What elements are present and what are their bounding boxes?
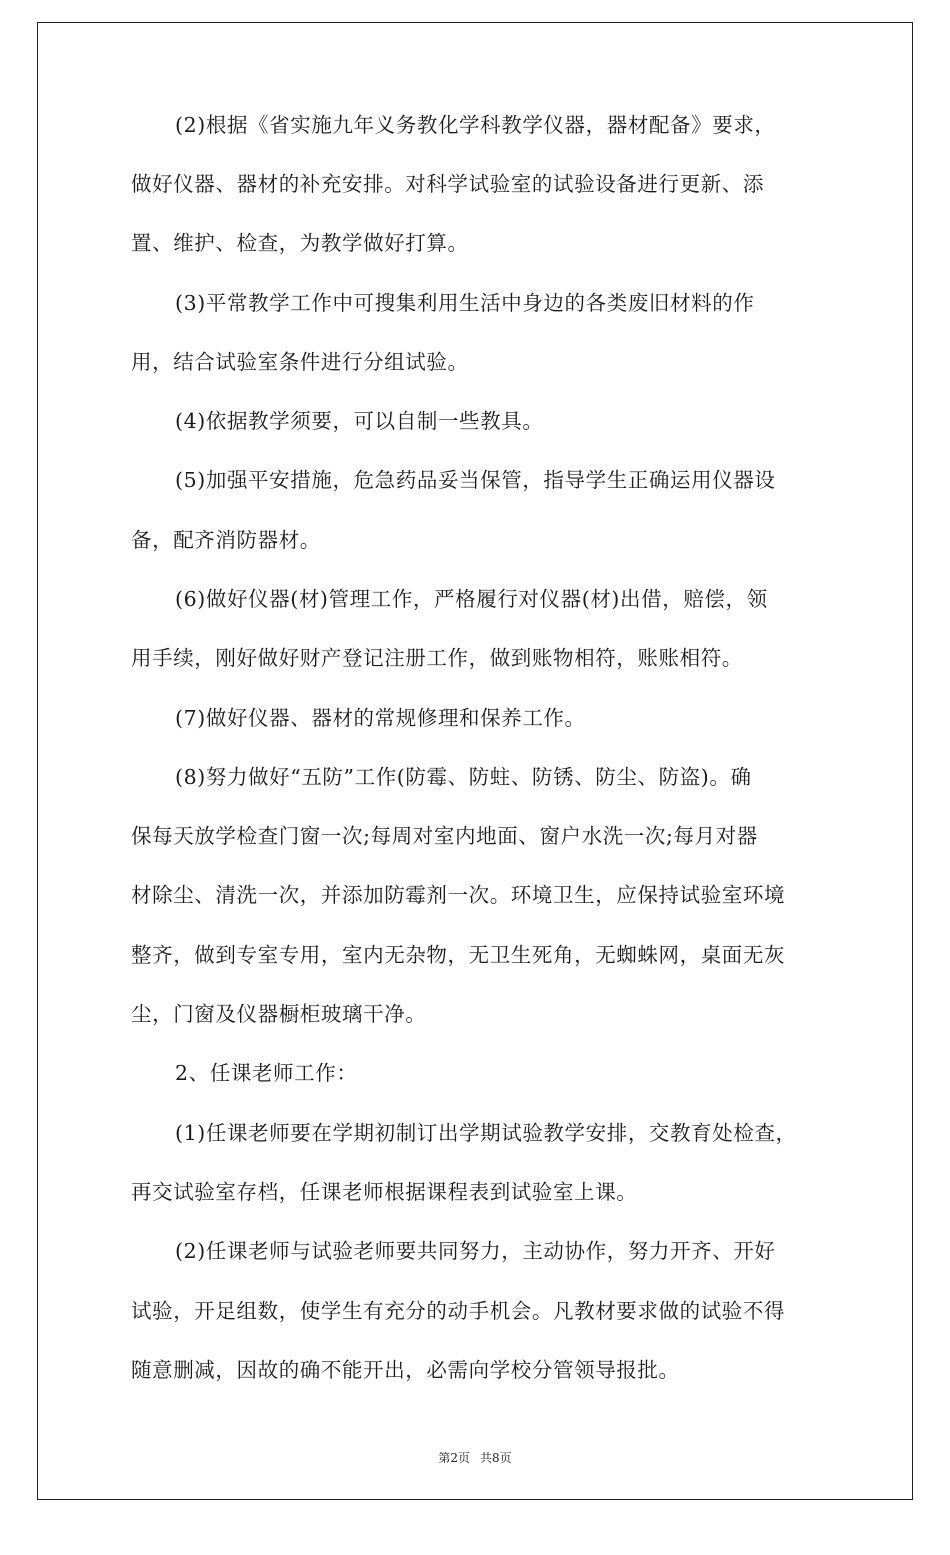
text-line: (5)加强平安措施，危急药品妥当保管，指导学生正确运用仪器设 bbox=[175, 468, 776, 492]
text-line: (2)根据《省实施九年义务教化学科教学仪器，器材配备》要求， bbox=[175, 113, 776, 137]
text-line: 用，结合试验室条件进行分组试验。 bbox=[131, 350, 469, 374]
text-line: 保每天放学检查门窗一次;每周对室内地面、窗户水洗一次;每月对器 bbox=[131, 824, 758, 848]
page-number: 第2页 bbox=[438, 1451, 470, 1465]
text-line: (3)平常教学工作中可搜集利用生活中身边的各类废旧材料的作 bbox=[175, 291, 755, 315]
page-footer bbox=[0, 1449, 950, 1466]
page-total: 共8页 bbox=[480, 1451, 512, 1465]
section-heading: 2、任课老师工作： bbox=[175, 1061, 358, 1085]
text-line: 试验，开足组数，使学生有充分的动手机会。凡教材要求做的试验不得 bbox=[131, 1299, 786, 1323]
text-line: 备，配齐消防器材。 bbox=[131, 528, 321, 552]
text-line: (8)努力做好“五防”工作(防霉、防蛀、防锈、防尘、防盗)。确 bbox=[175, 765, 752, 789]
text-line: (7)做好仪器、器材的常规修理和保养工作。 bbox=[175, 706, 586, 730]
text-line: (6)做好仪器(材)管理工作，严格履行对仪器(材)出借，赔偿，领 bbox=[175, 587, 768, 611]
text-line: (4)依据教学须要，可以自制一些教具。 bbox=[175, 409, 544, 433]
text-line: 随意删减，因故的确不能开出，必需向学校分管领导报批。 bbox=[131, 1358, 680, 1382]
text-line: 尘，门窗及仪器橱柜玻璃干净。 bbox=[131, 1002, 427, 1026]
text-line: 整齐，做到专室专用，室内无杂物，无卫生死角，无蜘蛛网，桌面无灰 bbox=[131, 943, 786, 967]
text-line: (1)任课老师要在学期初制订出学期试验教学安排，交教育处检查， bbox=[175, 1121, 797, 1145]
text-line: 用手续，刚好做好财产登记注册工作，做到账物相符，账账相符。 bbox=[131, 646, 743, 670]
text-line: 做好仪器、器材的补充安排。对科学试验室的试验设备进行更新、添 bbox=[131, 172, 764, 196]
text-line: 再交试验室存档，任课老师根据课程表到试验室上课。 bbox=[131, 1180, 638, 1204]
text-line: 置、维护、检查，为教学做好打算。 bbox=[131, 231, 469, 255]
text-line: 材除尘、清洗一次，并添加防霉剂一次。环境卫生，应保持试验室环境 bbox=[131, 883, 786, 907]
text-line: (2)任课老师与试验老师要共同努力，主动协作，努力开齐、开好 bbox=[175, 1239, 776, 1263]
